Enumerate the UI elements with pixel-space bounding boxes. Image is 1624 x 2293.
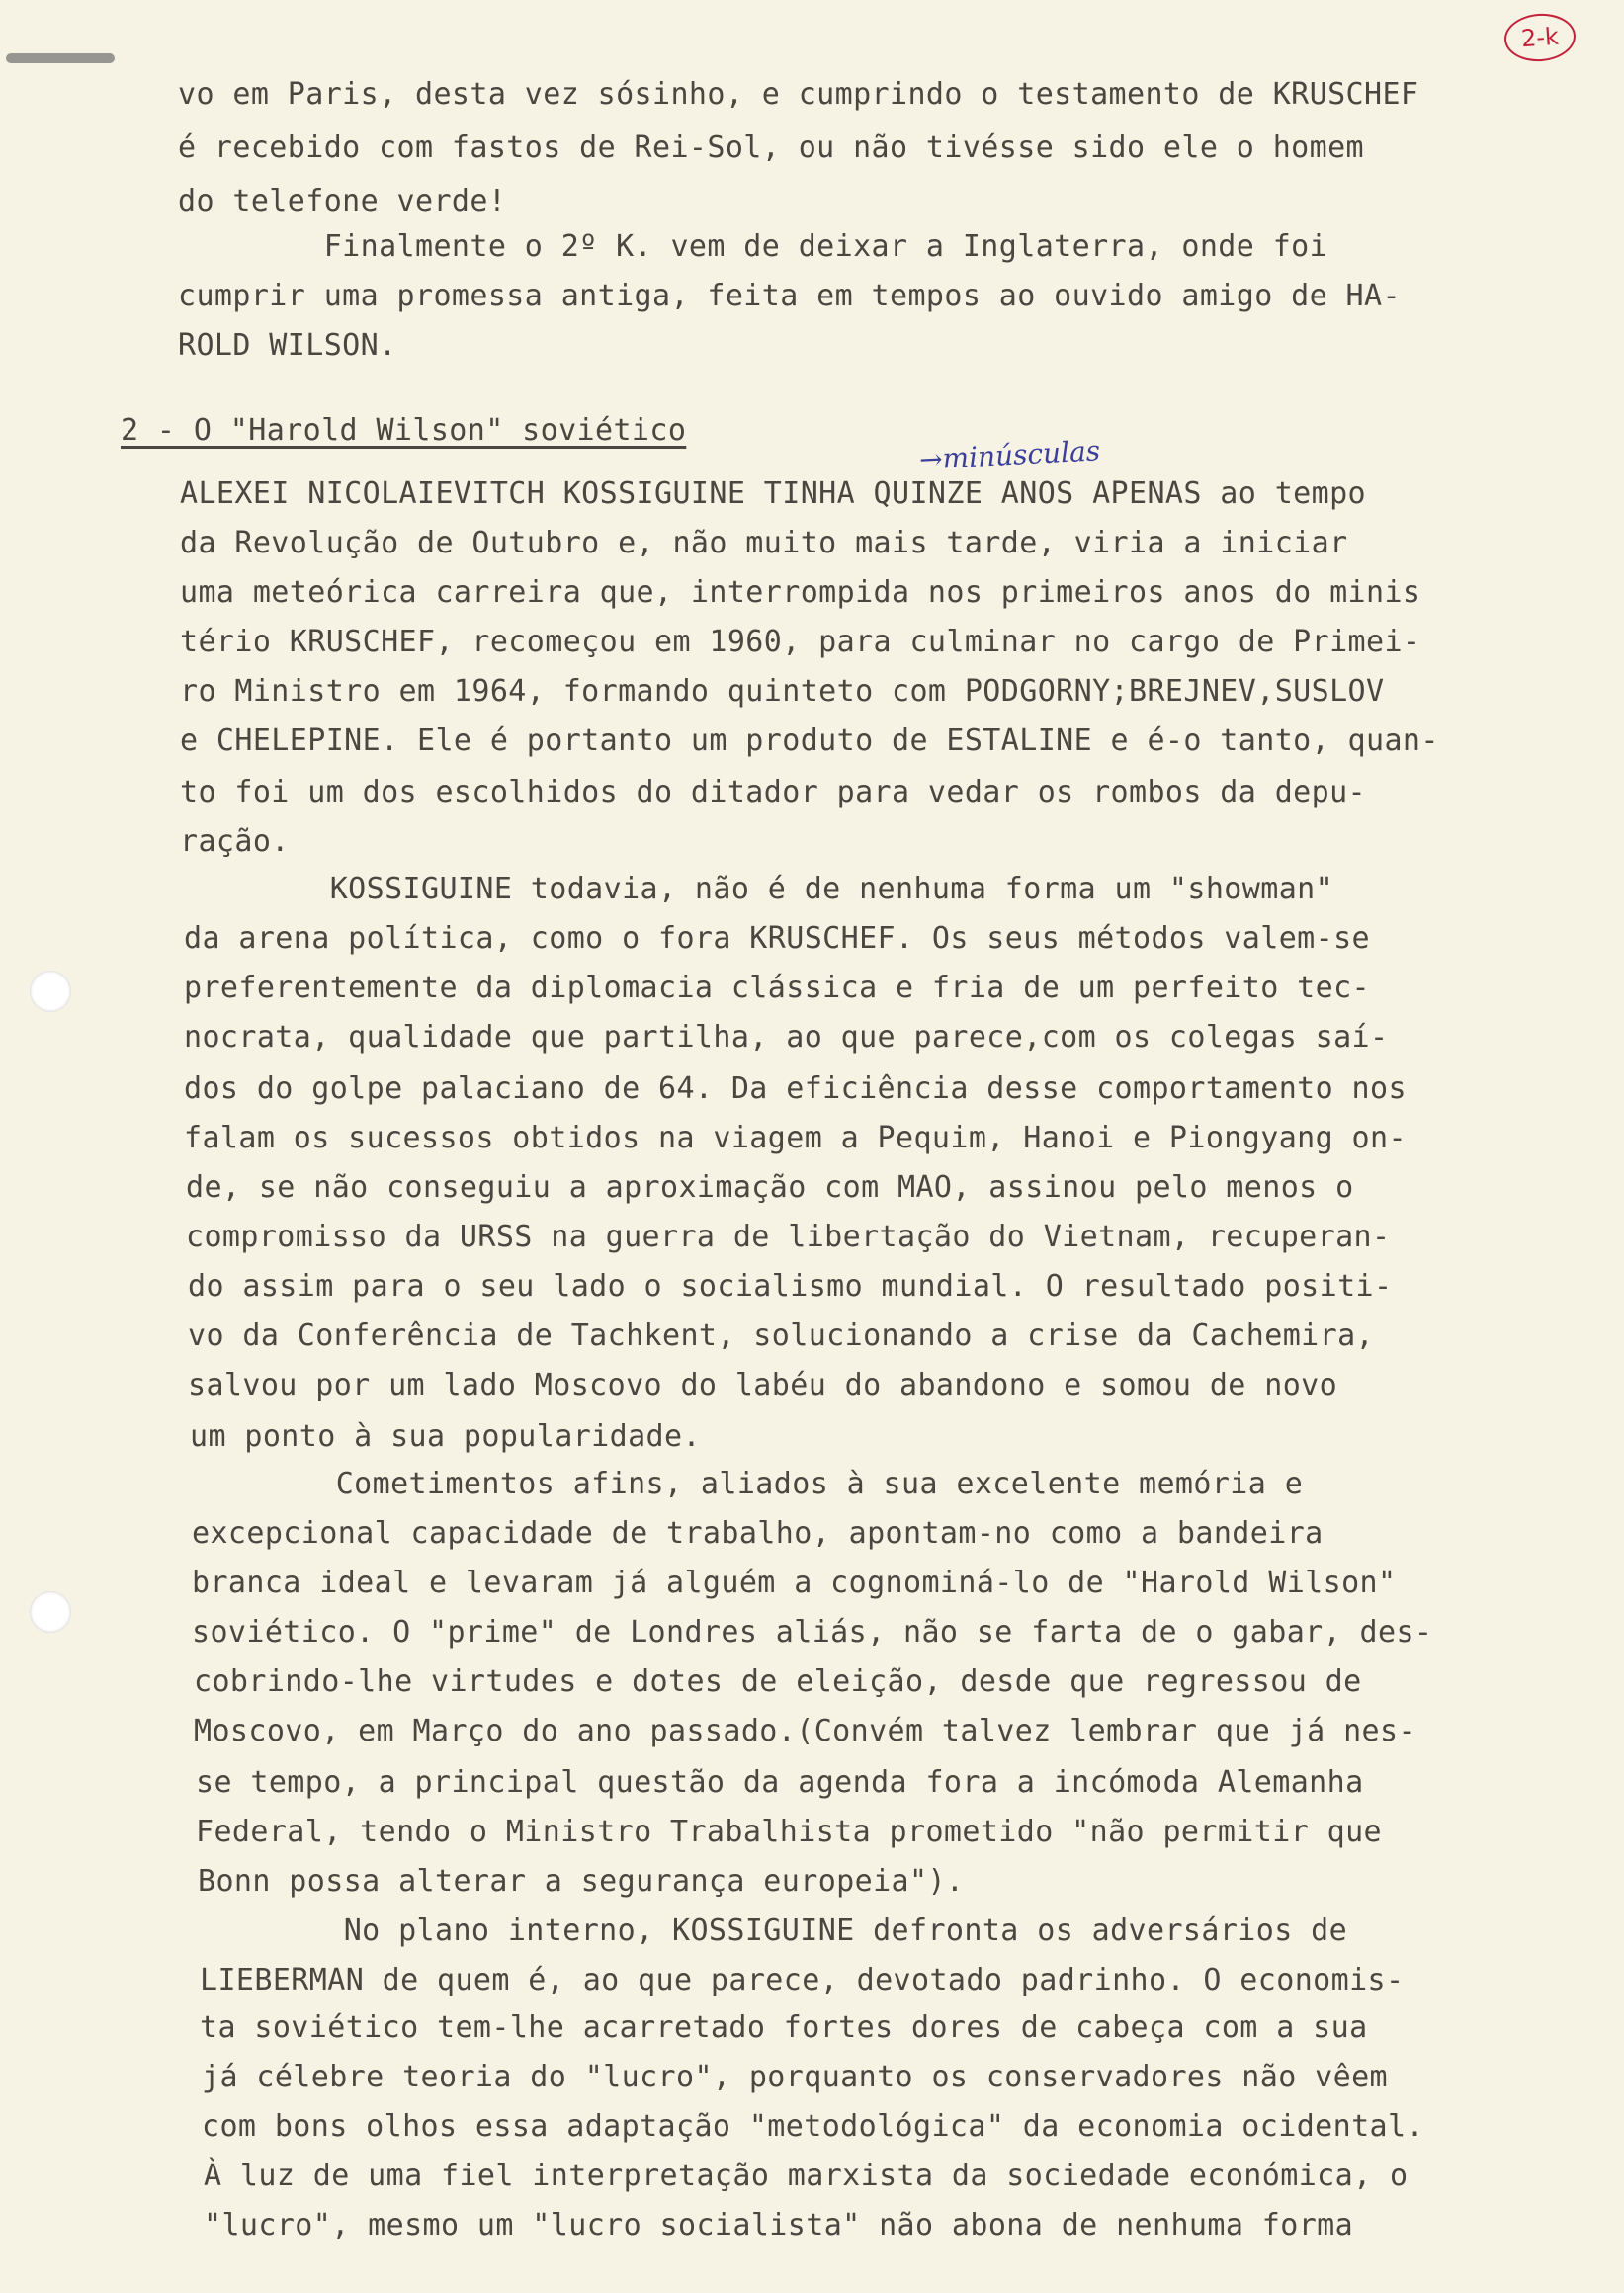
punch-hole-bottom — [30, 1591, 71, 1633]
text-line: ROLD WILSON. — [178, 328, 397, 363]
text-line: da arena política, como o fora KRUSCHEF. Os seus métodos valem-se — [184, 921, 1370, 956]
text-line: ta soviético tem-lhe acarretado fortes dores de cabeça com a sua — [200, 2010, 1368, 2045]
text-line: é recebido com fastos de Rei-Sol, ou não tivésse sido ele o homem — [178, 130, 1364, 165]
text-line: e CHELEPINE. Ele é portanto um produto de ESTALINE e é-o tanto, quan- — [180, 723, 1439, 758]
text-line: ração. — [180, 824, 290, 859]
text-line: Cometimentos afins, aliados à sua excelente memória e — [190, 1467, 1304, 1501]
text-line: já célebre teoria do "lucro", porquanto os conservadores não vêem — [202, 2060, 1388, 2094]
page-number-mark: 2-k — [1502, 12, 1577, 64]
text-line: um ponto à sua popularidade. — [190, 1419, 701, 1454]
text-line: do telefone verde! — [178, 184, 507, 218]
text-line: se tempo, a principal questão da agenda fora a incómoda Alemanha — [196, 1765, 1364, 1800]
text-line: ro Ministro em 1964, formando quinteto com PODGORNY;BREJNEV,SUSLOV — [180, 674, 1385, 709]
text-line: de, se não conseguiu a aproximação com MAO, assinou pelo menos o — [186, 1170, 1354, 1205]
text-line: branca ideal e levaram já alguém a cognominá-lo de "Harold Wilson" — [192, 1566, 1397, 1600]
text-line: ALEXEI NICOLAIEVITCH KOSSIGUINE TINHA QUINZE ANOS APENAS ao tempo — [180, 476, 1366, 511]
text-line: À luz de uma fiel interpretação marxista da sociedade económica, o — [204, 2159, 1409, 2193]
ink-smudge — [6, 53, 115, 63]
text-line: compromisso da URSS na guerra de libertação do Vietnam, recuperan- — [186, 1220, 1391, 1254]
text-line: soviético. O "prime" de Londres aliás, não se farta de o gabar, des- — [192, 1615, 1433, 1650]
handwritten-note: →minúsculas — [918, 434, 1101, 476]
text-line: preferentemente da diplomacia clássica e fria de um perfeito tec- — [184, 971, 1370, 1005]
text-line: dos do golpe palaciano de 64. Da eficiência desse comportamento nos — [184, 1071, 1407, 1106]
text-line: nocrata, qualidade que partilha, ao que parece,com os colegas saí- — [184, 1020, 1389, 1055]
text-line: Moscovo, em Março do ano passado.(Convém talvez lembrar que já nes- — [194, 1714, 1416, 1748]
text-line: excepcional capacidade de trabalho, apontam-no como a bandeira — [192, 1516, 1324, 1551]
text-line: cumprir uma promessa antiga, feita em tempos ao ouvido amigo de HA- — [178, 279, 1401, 313]
text-line: LIEBERMAN de quem é, ao que parece, devotado padrinho. O economis- — [200, 1963, 1405, 1997]
text-line: to foi um dos escolhidos do ditador para vedar os rombos da depu- — [180, 775, 1366, 809]
text-line: da Revolução de Outubro e, não muito mais tarde, viria a iniciar — [180, 526, 1348, 560]
text-line: falam os sucessos obtidos na viagem a Pequim, Hanoi e Piongyang on- — [184, 1121, 1407, 1155]
text-line: vo em Paris, desta vez sósinho, e cumprindo o testamento de KRUSCHEF — [178, 77, 1419, 112]
text-line: salvou por um lado Moscovo do labéu do abandono e somou de novo — [188, 1368, 1338, 1402]
text-line: cobrindo-lhe virtudes e dotes de eleição, desde que regressou de — [194, 1664, 1362, 1699]
section-heading: 2 - O "Harold Wilson" soviético — [121, 413, 687, 448]
text-line: Bonn possa alterar a segurança europeia"). — [198, 1864, 965, 1899]
text-line: Federal, tendo o Ministro Trabalhista prometido "não permitir que — [196, 1815, 1382, 1849]
text-line: uma meteórica carreira que, interrompida nos primeiros anos do minis — [180, 575, 1421, 610]
text-line: vo da Conferência de Tachkent, solucionando a crise da Cachemira, — [188, 1318, 1374, 1353]
text-line: KOSSIGUINE todavia, não é de nenhuma forma um "showman" — [184, 872, 1334, 906]
punch-hole-top — [30, 971, 71, 1012]
text-line: No plano interno, KOSSIGUINE defronta os adversários de — [198, 1913, 1348, 1948]
text-line: tério KRUSCHEF, recomeçou em 1960, para culminar no cargo de Primei- — [180, 625, 1421, 659]
text-line: com bons olhos essa adaptação "metodológica" da economia ocidental. — [202, 2109, 1424, 2144]
text-line: Finalmente o 2º K. vem de deixar a Inglaterra, onde foi — [178, 229, 1328, 264]
text-line: do assim para o seu lado o socialismo mundial. O resultado positi- — [188, 1269, 1393, 1304]
text-line: "lucro", mesmo um "lucro socialista" não abona de nenhuma forma — [204, 2208, 1354, 2243]
